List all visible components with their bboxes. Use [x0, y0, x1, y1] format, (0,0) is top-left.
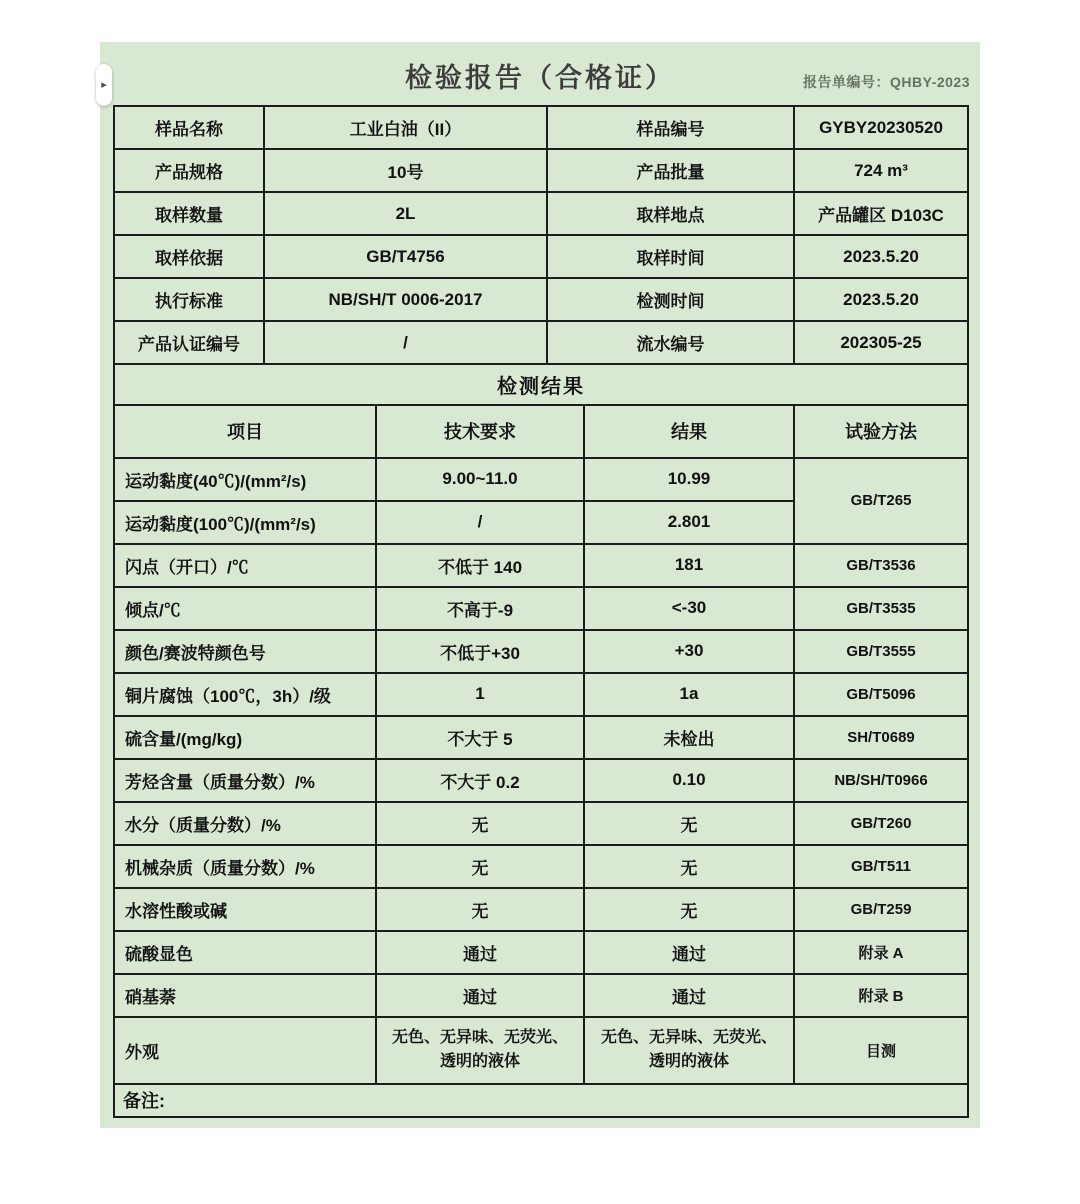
info-label: 取样地点 — [547, 192, 794, 235]
table-row — [114, 845, 968, 888]
table-row — [114, 106, 968, 149]
result-item: 水分（质量分数）/% — [114, 802, 376, 845]
result-item: 硝基萘 — [114, 974, 376, 1017]
result-method: GB/T259 — [794, 888, 968, 931]
info-value: 10号 — [264, 149, 547, 192]
info-label: 取样时间 — [547, 235, 794, 278]
column-header: 试验方法 — [794, 405, 968, 458]
info-label: 样品名称 — [114, 106, 264, 149]
page-title: 检验报告（合格证） — [405, 63, 675, 93]
info-value: NB/SH/T 0006-2017 — [264, 278, 547, 321]
result-value: 通过 — [584, 931, 794, 974]
result-value: <-30 — [584, 587, 794, 630]
info-value: GB/T4756 — [264, 235, 547, 278]
result-value: 无 — [584, 888, 794, 931]
report-header — [100, 42, 980, 105]
result-item: 硫含量/(mg/kg) — [114, 716, 376, 759]
table-row — [114, 759, 968, 802]
info-value: 724 m³ — [794, 149, 968, 192]
result-requirement: 无 — [376, 845, 584, 888]
table-row — [114, 458, 968, 501]
section-title: 检测结果 — [114, 364, 968, 405]
result-item: 芳烃含量（质量分数）/% — [114, 759, 376, 802]
info-label: 产品批量 — [547, 149, 794, 192]
table-row — [114, 544, 968, 587]
result-item: 颜色/赛波特颜色号 — [114, 630, 376, 673]
column-header: 技术要求 — [376, 405, 584, 458]
section-row — [114, 364, 968, 405]
result-requirement: 不大于 5 — [376, 716, 584, 759]
result-method: GB/T3555 — [794, 630, 968, 673]
report-number — [803, 72, 970, 92]
result-value: 2.801 — [584, 501, 794, 544]
result-requirement: 无色、无异味、无荧光、透明的液体 — [376, 1017, 584, 1084]
result-method: SH/T0689 — [794, 716, 968, 759]
report-number-label: 报告单编号： — [803, 74, 891, 90]
table-row — [114, 716, 968, 759]
info-label: 产品规格 — [114, 149, 264, 192]
table-row — [114, 673, 968, 716]
table-row — [114, 630, 968, 673]
result-requirement: 通过 — [376, 974, 584, 1017]
info-value: 工业白油（II） — [264, 106, 547, 149]
info-label: 流水编号 — [547, 321, 794, 364]
result-requirement: 9.00~11.0 — [376, 458, 584, 501]
result-requirement: 1 — [376, 673, 584, 716]
table-row — [114, 278, 968, 321]
table-row — [114, 974, 968, 1017]
result-method: GB/T260 — [794, 802, 968, 845]
result-method: GB/T265 — [794, 458, 968, 544]
table-row — [114, 802, 968, 845]
result-item: 外观 — [114, 1017, 376, 1084]
report-number-value: QHBY-2023 — [890, 74, 970, 90]
table-row — [114, 149, 968, 192]
table-row — [114, 321, 968, 364]
info-value: 产品罐区 D103C — [794, 192, 968, 235]
result-value: 无色、无异味、无荧光、透明的液体 — [584, 1017, 794, 1084]
result-requirement: 不低于+30 — [376, 630, 584, 673]
result-value: 0.10 — [584, 759, 794, 802]
result-requirement: 不大于 0.2 — [376, 759, 584, 802]
info-label: 产品认证编号 — [114, 321, 264, 364]
info-label: 取样依据 — [114, 235, 264, 278]
result-item: 闪点（开口）/℃ — [114, 544, 376, 587]
result-requirement: 不低于 140 — [376, 544, 584, 587]
result-value: 1a — [584, 673, 794, 716]
result-requirement: 不高于-9 — [376, 587, 584, 630]
result-value: 未检出 — [584, 716, 794, 759]
info-value: 2023.5.20 — [794, 235, 968, 278]
result-method: GB/T3536 — [794, 544, 968, 587]
table-row — [114, 235, 968, 278]
chevron-right-icon: ▸ — [101, 78, 107, 91]
result-method: 附录 A — [794, 931, 968, 974]
info-value: 2023.5.20 — [794, 278, 968, 321]
table-row — [114, 1017, 968, 1084]
info-value: 2L — [264, 192, 547, 235]
result-method: 附录 B — [794, 974, 968, 1017]
result-item: 硫酸显色 — [114, 931, 376, 974]
table-row — [114, 192, 968, 235]
remarks-label: 备注: — [114, 1084, 968, 1117]
result-requirement: 无 — [376, 888, 584, 931]
result-method: NB/SH/T0966 — [794, 759, 968, 802]
info-label: 检测时间 — [547, 278, 794, 321]
results-table — [113, 363, 969, 1118]
result-requirement: 无 — [376, 802, 584, 845]
result-value: +30 — [584, 630, 794, 673]
result-value: 10.99 — [584, 458, 794, 501]
result-item: 运动黏度(100℃)/(mm²/s) — [114, 501, 376, 544]
result-requirement: / — [376, 501, 584, 544]
result-item: 机械杂质（质量分数）/% — [114, 845, 376, 888]
info-value: GYBY20230520 — [794, 106, 968, 149]
result-value: 181 — [584, 544, 794, 587]
info-value: / — [264, 321, 547, 364]
results-header-row — [114, 405, 968, 458]
column-header: 项目 — [114, 405, 376, 458]
info-label: 取样数量 — [114, 192, 264, 235]
result-item: 铜片腐蚀（100℃，3h）/级 — [114, 673, 376, 716]
result-method: GB/T5096 — [794, 673, 968, 716]
remarks-row — [114, 1084, 968, 1117]
result-method: GB/T511 — [794, 845, 968, 888]
info-label: 样品编号 — [547, 106, 794, 149]
result-value: 无 — [584, 845, 794, 888]
table-row — [114, 931, 968, 974]
info-value: 202305-25 — [794, 321, 968, 364]
result-requirement: 通过 — [376, 931, 584, 974]
result-item: 倾点/℃ — [114, 587, 376, 630]
report-panel — [100, 42, 980, 1128]
table-row — [114, 587, 968, 630]
result-item: 水溶性酸或碱 — [114, 888, 376, 931]
result-method: 目测 — [794, 1017, 968, 1084]
sample-info-table — [113, 105, 969, 365]
table-row — [114, 888, 968, 931]
panel-collapse-handle[interactable] — [96, 64, 112, 106]
result-value: 通过 — [584, 974, 794, 1017]
result-value: 无 — [584, 802, 794, 845]
result-method: GB/T3535 — [794, 587, 968, 630]
result-item: 运动黏度(40℃)/(mm²/s) — [114, 458, 376, 501]
column-header: 结果 — [584, 405, 794, 458]
info-label: 执行标准 — [114, 278, 264, 321]
